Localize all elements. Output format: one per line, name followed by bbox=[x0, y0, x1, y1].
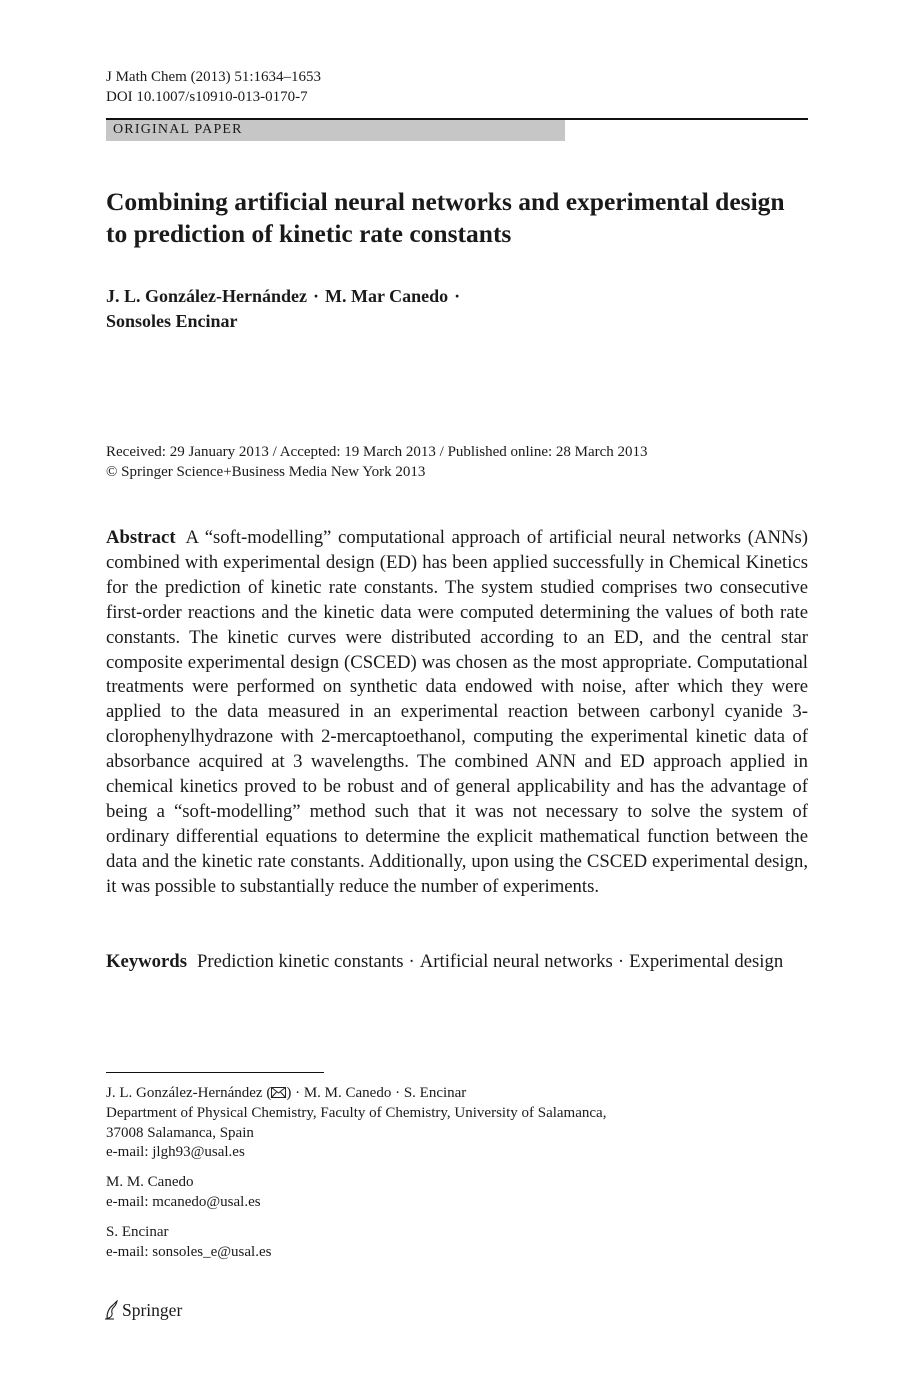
author-separator: · bbox=[312, 286, 319, 306]
keywords-label: Keywords bbox=[106, 951, 187, 972]
corresponding-authors-line bbox=[106, 1084, 808, 1104]
author-name: Sonsoles Encinar bbox=[106, 311, 238, 331]
department: Department of Physical Chemistry, Faculty of Chemistry, University of Salamanca, bbox=[106, 1104, 607, 1121]
author-separator: · bbox=[454, 286, 461, 306]
publisher-logo bbox=[104, 1299, 182, 1321]
envelope-icon bbox=[271, 1087, 286, 1098]
journal-citation: J Math Chem (2013) 51:1634–1653 bbox=[106, 69, 321, 85]
author-name: S. Encinar bbox=[106, 1223, 169, 1240]
abstract-label: Abstract bbox=[106, 527, 176, 548]
doi: DOI 10.1007/s10910-013-0170-7 bbox=[106, 89, 308, 105]
keyword-separator: · bbox=[408, 951, 415, 972]
paper-type-label: ORIGINAL PAPER bbox=[113, 122, 243, 137]
affiliation-block-3 bbox=[106, 1223, 808, 1263]
publisher-name: Springer bbox=[122, 1300, 183, 1320]
authors-line-start: J. L. González-Hernández ( bbox=[106, 1085, 272, 1101]
keywords bbox=[106, 950, 808, 975]
keyword: Experimental design bbox=[629, 951, 784, 972]
publication-history bbox=[106, 442, 648, 482]
affiliation-block-2 bbox=[106, 1173, 808, 1213]
author-name: M. M. Canedo bbox=[106, 1174, 194, 1191]
affiliation-block-1 bbox=[106, 1084, 808, 1163]
footnote-rule bbox=[106, 1072, 324, 1073]
email: e-mail: mcanedo@usal.es bbox=[106, 1193, 261, 1210]
author-name: J. L. González-Hernández bbox=[106, 286, 307, 306]
email: e-mail: sonsoles_e@usal.es bbox=[106, 1243, 272, 1260]
springer-horse-icon bbox=[104, 1300, 119, 1320]
keyword: Artificial neural networks bbox=[419, 951, 613, 972]
keyword: Prediction kinetic constants bbox=[196, 951, 404, 972]
journal-header bbox=[106, 67, 321, 107]
address: 37008 Salamanca, Spain bbox=[106, 1124, 254, 1141]
abstract bbox=[106, 526, 808, 900]
copyright-line: © Springer Science+Business Media New York 2013 bbox=[106, 464, 426, 480]
abstract-text: A “soft-modelling” computational approach of artificial neural networks (ANNs) combined with experimental design (ED) has been applied successfully in Chemical Kinetics for the prediction of kinetic rate constants. The system studied comprises two consecutive first-order reactions and the kinetic data were computed determining the values of both rate constants. The kinetic curves were distributed according to an ED, and the central star composite experimental design (CSCED) was chosen as the most appropriate. Computational treatments were performed on synthetic data endowed with noise, after which they were applied to the data measured in an experimental reaction between carbonyl cyanide 3-clorophenylhydrazone with 2-mercaptoethanol, computing the experimental kinetic data of absorbance acquired at 3 wavelengths. The combined ANN and ED approach applied in chemical kinetics proved to be robust and of general applicability and has the advantage of being a “soft-modelling” method such that it was not necessary to solve the system of ordinary differential equations to determine the explicit mathematical function between the data and the kinetic rate constants. Additionally, upon using the CSCED experimental design, it was possible to substantially reduce the number of experiments. bbox=[106, 527, 808, 897]
author-list bbox=[106, 284, 808, 334]
email: e-mail: jlgh93@usal.es bbox=[106, 1144, 245, 1161]
keyword-separator: · bbox=[617, 951, 625, 972]
affiliations bbox=[106, 1084, 808, 1272]
author-name: M. Mar Canedo bbox=[325, 286, 449, 306]
dates-line: Received: 29 January 2013 / Accepted: 19 March 2013 / Published online: 28 March 2013 bbox=[106, 444, 648, 460]
authors-line-end: ) · M. M. Canedo · S. Encinar bbox=[286, 1085, 467, 1101]
paper-title: Combining artificial neural networks and experimental design to prediction of kinetic rate constants bbox=[106, 187, 785, 248]
